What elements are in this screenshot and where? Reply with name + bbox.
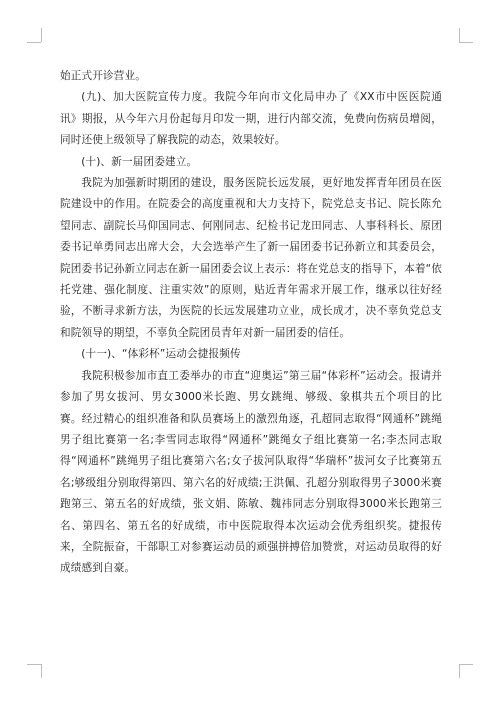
crop-mark-bottom-right-horizontal [459,664,473,665]
crop-mark-bottom-left-vertical [41,664,42,678]
crop-mark-bottom-right-vertical [459,664,460,678]
crop-mark-bottom-left-horizontal [27,664,41,665]
crop-mark-top-right-vertical [459,28,460,42]
crop-mark-top-left-vertical [41,28,42,42]
document-body [60,66,442,580]
paragraph-section-10: 我院为加强新时期团的建设，服务医院长远发展，更好地发挥青年团员在医院建设中的作用。在院委会的高度重视和大力支持下，院党总支书记、院长陈允望同志、副院长马仰国同志、何刚同志、纪检书记龙田同志、人事科科长、原团委书记单勇同志出席大会，大会选举产生了新一届团委书记孙新立和其委员会，院团委书记孙新立同志在新一届团委会议上表示：将在党总支的指导下，本着“依托党建、强化制度、注重实效”的原则，贴近青年需求开展工作，继承以往好经验，不断寻求新方法，为医院的长远发展建功立业，成长成才，决不辜负党总支和院领导的期望，不辜负全院团员青年对新一届团委的信任。 [60,177,442,339]
section-heading-11: (十一)、“体彩杯”运动会捷报频传 [81,348,241,361]
crop-mark-top-left-horizontal [27,42,41,43]
paragraph-continuation: 始正式开诊营业。 [60,70,146,82]
paragraph-section-9: (九)、加大医院宣传力度。我院今年向市文化局申办了《XX市中医医院通讯》期报，从今年六月份起每月印发一期，进行内部交流，免费向伤病员增阅，同时还使上级领导了解我院的动态，效果较好。 [60,91,442,147]
section-heading-10: (十)、新一届团委建立。 [81,155,198,168]
paragraph-section-11: 我院积极参加市直工委举办的市直“迎奥运”第三届“体彩杯”运动会。报请并参加了男女拔河、男女3000米长跑、男女跳绳、够级、象棋共五个项目的比赛。经过精心的组织准备和队员赛场上的激烈角逐，孔超同志取得“网通杯”跳绳男子组比赛第一名;李雪同志取得“网通杯”跳绳女子组比赛第一名;李杰同志取得“网通杯”跳绳男子组比赛第六名;女子拔河队取得“华瑞杯”拔河女子比赛第五名;够级组分别取得第四、第六名的好成绩;王洪佩、孔超分别取得男子3000米赛跑第三、第五名的好成绩，张文娟、陈敏、魏祎同志分别取得3000米长跑第三名、第四名、第五名的好成绩，市中医院取得本次运动会优秀组织奖。捷报传来，全院振奋，干部职工对参赛运动员的顽强拼搏倍加赞赏，对运动员取得的好成绩感到自豪。 [60,369,442,575]
crop-mark-top-right-horizontal [459,42,473,43]
